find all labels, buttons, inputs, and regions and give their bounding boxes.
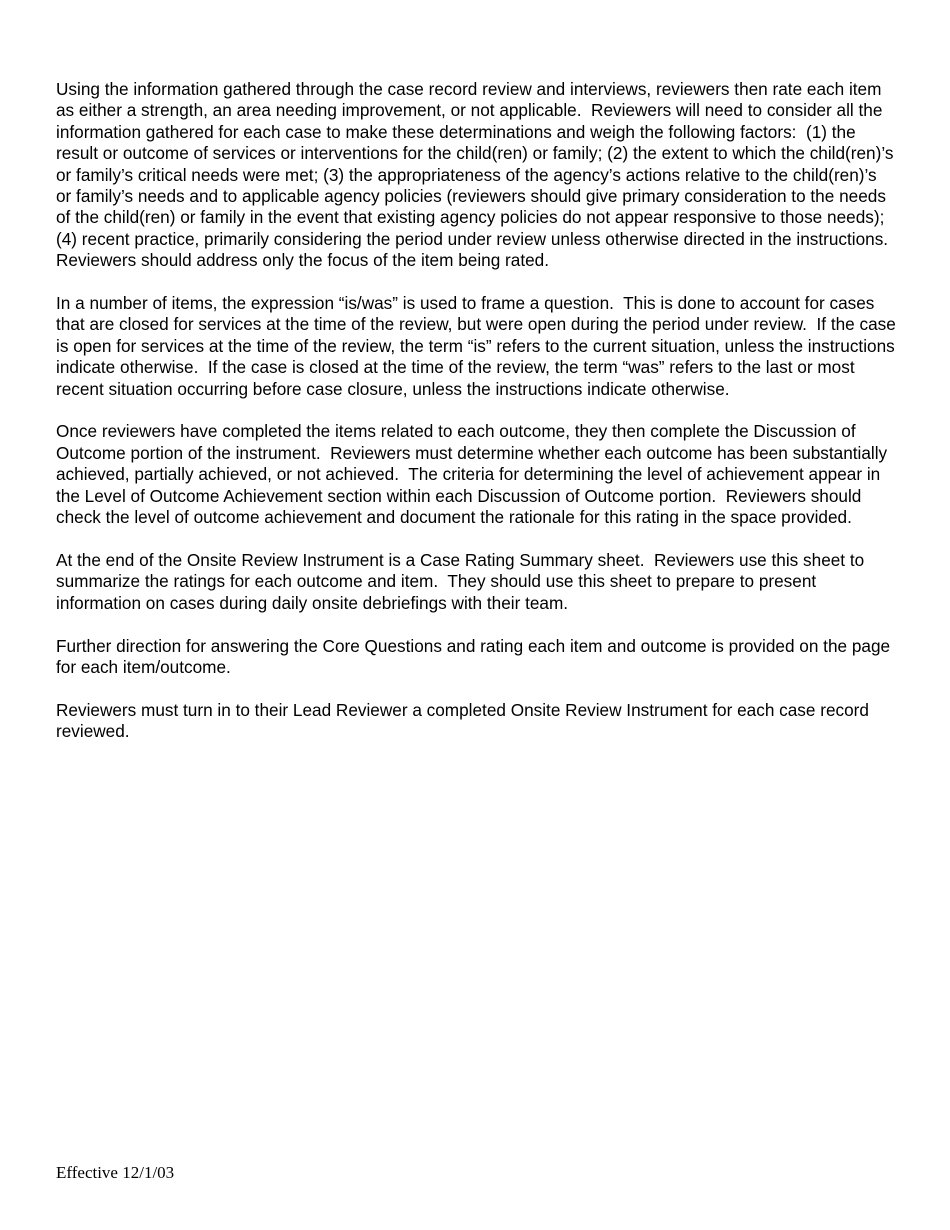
paragraph-rating-items: Using the information gathered through the case record review and interviews, reviewers then rate each item as either a strength, an area needing improvement, or not applicable. Reviewers will need to consider all the information gathered for each case to make these determinations and weigh the following factors: (1) the result or outcome of services or interventions for the child(ren) or family; (2) the extent to which the child(ren)’s or family’s critical needs were met; (3) the appropriateness of the agency’s actions relative to the child(ren)’s or family’s needs and to applicable agency policies (reviewers should give primary consideration to the needs of the child(ren) or family in the event that existing agency policies do not appear responsive to those needs); (4) recent practice, primarily considering the period under review unless otherwise directed in the instructions. Reviewers should address only the focus of the item being rated. [56,79,899,271]
paragraph-is-was-expression: In a number of items, the expression “is/was” is used to frame a question. This is done to account for cases that are closed for services at the time of the review, but were open during the period under review. If the case is open for services at the time of the review, the term “is” refers to the current situation, unless the instructions indicate otherwise. If the case is closed at the time of the review, the term “was” refers to the last or most recent situation occurring before case closure, unless the instructions indicate otherwise. [56,293,901,399]
paragraph-discussion-of-outcome: Once reviewers have completed the items related to each outcome, they then complete the Discussion of Outcome portion of the instrument. Reviewers must determine whether each outcome has been substantially achieved, partially achieved, or not achieved. The criteria for determining the level of achievement appear in the Level of Outcome Achievement section within each Discussion of Outcome portion. Reviewers should check the level of outcome achievement and document the rationale for this rating in the space provided. [56,421,892,528]
document-body [56,79,901,764]
paragraph-turn-in-instrument: Reviewers must turn in to their Lead Reviewer a completed Onsite Review Instrument for each case record reviewed. [56,699,874,742]
effective-date-footer: Effective 12/1/03 [56,1163,175,1182]
paragraph-further-direction: Further direction for answering the Core Questions and rating each item and outcome is provided on the page for each item/outcome. [56,635,895,677]
paragraph-case-rating-summary: At the end of the Onsite Review Instrument is a Case Rating Summary sheet. Reviewers use this sheet to summarize the ratings for each outcome and item. They should use this sheet to prepare to present information on cases during daily onsite debriefings with their team. [56,549,869,613]
